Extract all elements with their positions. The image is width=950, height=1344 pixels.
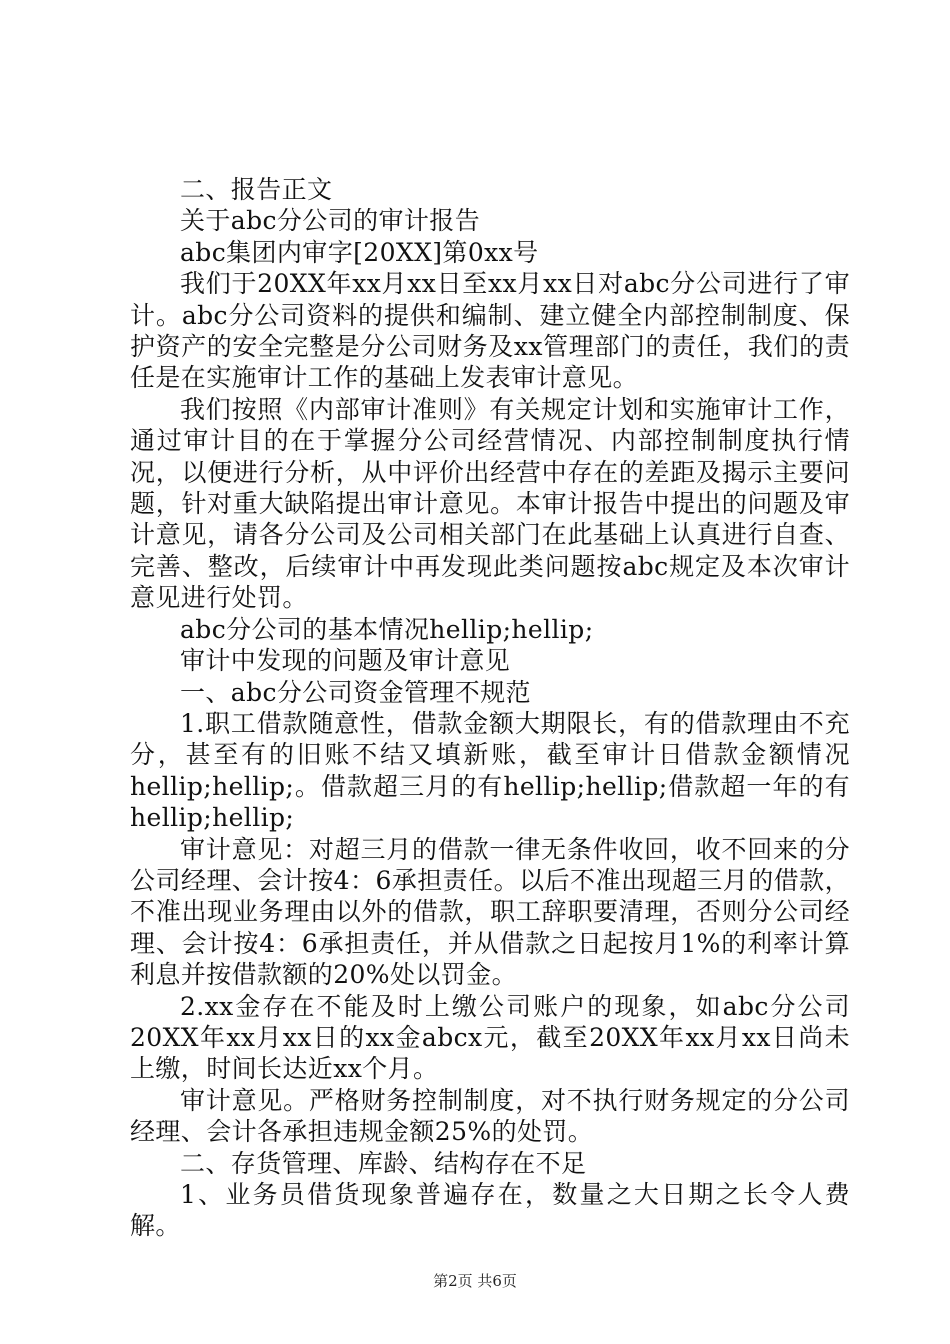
document-number: abc集团内审字[20XX]第0xx号 [180, 237, 539, 267]
audit-opinion-paragraph: 审计意见：对超三月的借款一律无条件收回，收不回来的分公司经理、会计按4：6承担责任。以后不准出现超三月的借款，不准出现业务理由以外的借款，职工辞职要清理，否则分公司经理、会计按4：6承担责任，并从借款之日起按月1%的利率计算利息并按借款额的20%处以罚金。 [130, 834, 850, 990]
section-heading: 二、报告正文 [180, 175, 333, 204]
basic-info-line: abc分公司的基本情况hellip;hellip; [180, 614, 594, 644]
issue-heading-2: 二、存货管理、库龄、结构存在不足 [180, 1148, 587, 1178]
body-paragraph: 1.职工借款随意性，借款金额大期限长，有的借款理由不充分，甚至有的旧账不结又填新账，截至审计日借款金额情况hellip;hellip;。借款超三月的有hellip;hellip;借款超一年的有hellip;hellip; [130, 708, 850, 833]
issue-heading-1: 一、abc分公司资金管理不规范 [180, 677, 531, 707]
body-paragraph: 我们于20XX年xx月xx日至xx月xx日对abc分公司进行了审计。abc分公司资料的提供和编制、建立健全内部控制制度、保护资产的安全完整是分公司财务及xx管理部门的责任，我们的责任是在实施审计工作的基础上发表审计意见。 [130, 269, 850, 393]
report-title: 关于abc分公司的审计报告 [180, 206, 481, 236]
body-paragraph: 我们按照《内部审计准则》有关规定计划和实施审计工作，通过审计目的在于掌握分公司经营情况、内部控制制度执行情况，以便进行分析，从中评价出经营中存在的差距及揭示主要问题，针对重大缺陷提出审计意见。本审计报告中提出的问题及审计意见，请各分公司及公司相关部门在此基础上认真进行自查、完善、整改，后续审计中再发现此类问题按abc规定及本次审计意见进行处罚。 [130, 394, 850, 613]
body-paragraph: 1、业务员借货现象普遍存在，数量之大日期之长令人费解。 [130, 1180, 850, 1241]
issues-heading: 审计中发现的问题及审计意见 [180, 646, 511, 676]
body-paragraph: 2.xx金存在不能及时上缴公司账户的现象，如abc分公司20XX年xx月xx日的xx金abcx元，截至20XX年xx月xx日尚未上缴，时间长达近xx个月。 [130, 991, 850, 1084]
document-body [130, 174, 850, 1242]
page-number-footer: 第2页 共6页 [433, 1272, 517, 1290]
audit-opinion-paragraph: 审计意见。严格财务控制制度，对不执行财务规定的分公司经理、会计各承担违规金额25%的处罚。 [130, 1085, 850, 1147]
